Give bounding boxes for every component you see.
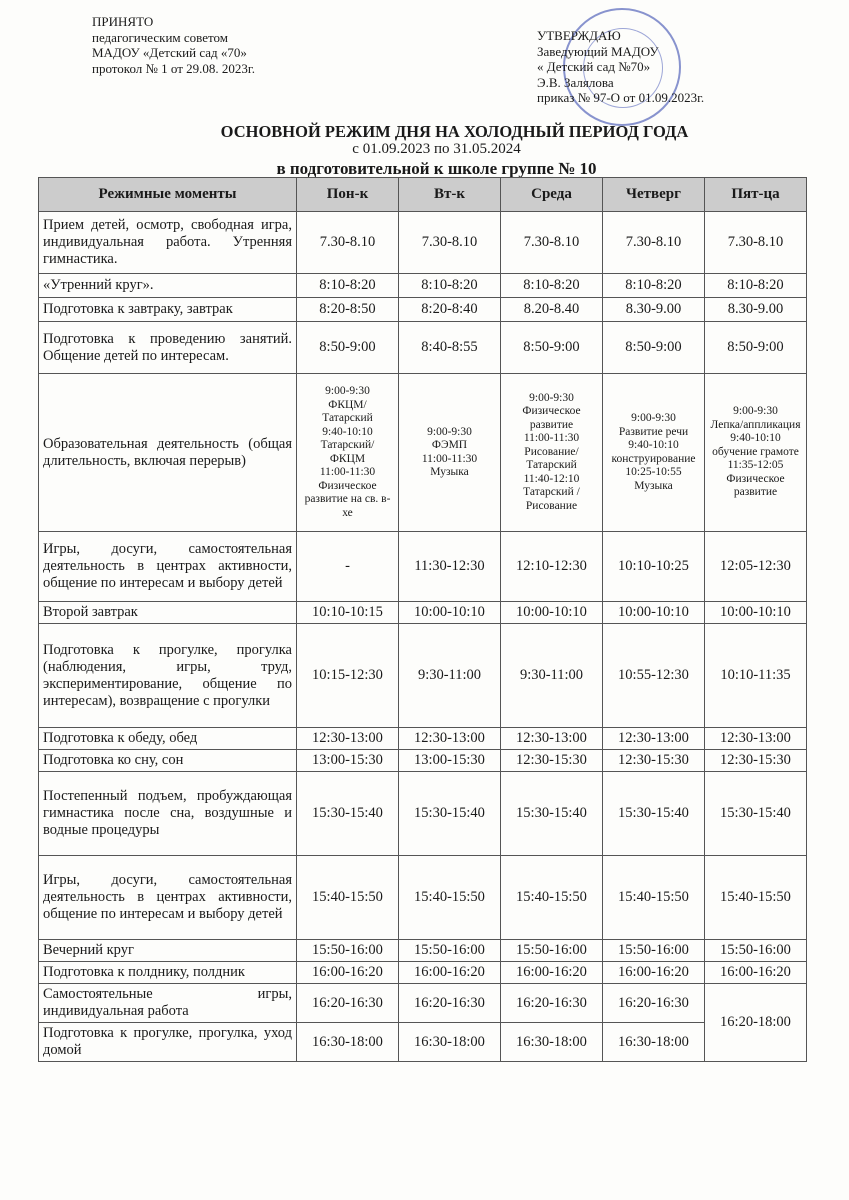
time-cell: 15:30-15:40 xyxy=(705,772,807,856)
approval-block-right xyxy=(537,28,704,106)
time-cell: 16:20-16:30 xyxy=(501,984,603,1023)
time-cell: 8.30-9.00 xyxy=(603,298,705,322)
time-cell: 16:20-16:30 xyxy=(297,984,399,1023)
activity-name: Второй завтрак xyxy=(39,602,297,624)
time-cell: 16:20-16:30 xyxy=(399,984,501,1023)
time-cell: 15:50-16:00 xyxy=(297,940,399,962)
time-cell: 12:30-13:00 xyxy=(297,728,399,750)
time-cell: 16:30-18:00 xyxy=(501,1023,603,1062)
time-cell: 15:30-15:40 xyxy=(501,772,603,856)
time-cell: 9:30-11:00 xyxy=(501,624,603,728)
column-header: Пят-ца xyxy=(705,178,807,212)
time-cell: 15:40-15:50 xyxy=(705,856,807,940)
table-row xyxy=(39,532,807,602)
time-cell: 13:00-15:30 xyxy=(297,750,399,772)
time-cell: 10:00-10:10 xyxy=(705,602,807,624)
time-cell: 10:00-10:10 xyxy=(399,602,501,624)
time-cell: 7.30-8.10 xyxy=(501,212,603,274)
column-header: Режимные моменты xyxy=(39,178,297,212)
time-cell: 10:00-10:10 xyxy=(603,602,705,624)
time-cell: 16:00-16:20 xyxy=(501,962,603,984)
time-cell: 12:30-13:00 xyxy=(705,728,807,750)
activity-name: Самостоятельные игры, индивидуальная работа xyxy=(39,984,297,1023)
header-right-line: « Детский сад №70» xyxy=(537,59,651,74)
time-cell: 8.20-8.40 xyxy=(501,298,603,322)
time-cell: 8:10-8:20 xyxy=(603,274,705,298)
header-right-line: приказ № 97-О от 01.09.2023г. xyxy=(537,90,705,105)
table-header-row xyxy=(39,178,807,212)
table-row xyxy=(39,984,807,1023)
time-cell-merged: 16:20-18:00 xyxy=(705,984,807,1062)
header-left-line: протокол № 1 от 29.08. 2023г. xyxy=(92,60,256,76)
activity-name: Игры, досуги, самостоятельная деятельность в центрах активности, общение по интересам и выбору детей xyxy=(39,532,297,602)
time-cell: 15:40-15:50 xyxy=(297,856,399,940)
time-cell: 13:00-15:30 xyxy=(399,750,501,772)
time-cell: 15:50-16:00 xyxy=(399,940,501,962)
time-cell: 16:30-18:00 xyxy=(603,1023,705,1062)
time-cell: 8:10-8:20 xyxy=(501,274,603,298)
table-row xyxy=(39,212,807,274)
schedule-table xyxy=(38,177,807,1062)
time-cell: 10:55-12:30 xyxy=(603,624,705,728)
time-cell: 15:30-15:40 xyxy=(399,772,501,856)
time-cell: 8:50-9:00 xyxy=(705,322,807,374)
approval-block-left xyxy=(92,14,255,76)
header-right-line: Заведующий МАДОУ xyxy=(537,43,659,59)
time-cell: 12:10-12:30 xyxy=(501,532,603,602)
time-cell: 16:00-16:20 xyxy=(603,962,705,984)
group-title: в подготовительной к школе группе № 10 xyxy=(276,159,597,178)
table-row xyxy=(39,940,807,962)
time-cell: 15:30-15:40 xyxy=(603,772,705,856)
time-cell: 15:40-15:50 xyxy=(603,856,705,940)
table-row xyxy=(39,962,807,984)
time-cell: 15:50-16:00 xyxy=(603,940,705,962)
header-left-line: ПРИНЯТО xyxy=(92,14,154,29)
time-cell: 8.30-9.00 xyxy=(705,298,807,322)
time-cell: 10:10-11:35 xyxy=(705,624,807,728)
time-cell: 16:00-16:20 xyxy=(399,962,501,984)
header-left-line: МАДОУ «Детский сад «70» xyxy=(92,45,247,60)
time-cell: 8:10-8:20 xyxy=(297,274,399,298)
column-header: Вт-к xyxy=(399,178,501,212)
activity-name: Подготовка к завтраку, завтрак xyxy=(39,298,297,322)
time-cell: 12:30-13:00 xyxy=(603,728,705,750)
table-row xyxy=(39,602,807,624)
time-cell: 15:30-15:40 xyxy=(297,772,399,856)
table-row xyxy=(39,374,807,532)
table-row xyxy=(39,274,807,298)
time-cell: 12:30-15:30 xyxy=(603,750,705,772)
time-cell: - xyxy=(297,532,399,602)
time-cell: 15:40-15:50 xyxy=(501,856,603,940)
table-row xyxy=(39,772,807,856)
activity-name: Подготовка к прогулке, прогулка (наблюдения, игры, труд, экспериментирование, общение по интересам), возвращение с прогулки xyxy=(39,624,297,728)
time-cell: 7.30-8.10 xyxy=(297,212,399,274)
time-cell: 7.30-8.10 xyxy=(399,212,501,274)
activity-name: Подготовка к обеду, обед xyxy=(39,728,297,750)
column-header: Четверг xyxy=(603,178,705,212)
table-row xyxy=(39,728,807,750)
activity-name: Постепенный подъем, пробуждающая гимнастика после сна, воздушные и водные процедуры xyxy=(39,772,297,856)
activity-name: Образовательная деятельность (общая длительность, включая перерыв) xyxy=(39,374,297,532)
time-cell: 16:30-18:00 xyxy=(399,1023,501,1062)
header-left-line: педагогическим советом xyxy=(92,29,228,45)
time-cell: 10:10-10:15 xyxy=(297,602,399,624)
time-cell: 10:00-10:10 xyxy=(501,602,603,624)
time-cell: 16:00-16:20 xyxy=(705,962,807,984)
time-cell: 9:00-9:30 ФЭМП 11:00-11:30 Музыка xyxy=(399,374,501,532)
time-cell: 9:00-9:30 Лепка/аппликация 9:40-10:10 обучение грамоте 11:35-12:05 Физическое развитие xyxy=(705,374,807,532)
activity-name: Вечерний круг xyxy=(39,940,297,962)
table-row xyxy=(39,298,807,322)
activity-name: Подготовка к прогулке, прогулка, уход домой xyxy=(39,1023,297,1062)
time-cell: 12:30-13:00 xyxy=(399,728,501,750)
document-title: ОСНОВНОЙ РЕЖИМ ДНЯ НА ХОЛОДНЫЙ ПЕРИОД ГОДА xyxy=(220,122,689,141)
time-cell: 9:00-9:30 Развитие речи 9:40-10:10 конструирование 10:25-10:55 Музыка xyxy=(603,374,705,532)
activity-name: Подготовка ко сну, сон xyxy=(39,750,297,772)
time-cell: 7.30-8.10 xyxy=(603,212,705,274)
column-header: Пон-к xyxy=(297,178,399,212)
time-cell: 9:00-9:30 ФКЦМ/ Татарский 9:40-10:10 Татарский/ ФКЦМ 11:00-11:30 Физическое развитие на св. в-хе xyxy=(297,374,399,532)
activity-name: Подготовка к полднику, полдник xyxy=(39,962,297,984)
time-cell: 11:30-12:30 xyxy=(399,532,501,602)
period-subtitle: с 01.09.2023 по 31.05.2024 xyxy=(352,141,521,157)
time-cell: 8:20-8:40 xyxy=(399,298,501,322)
activity-name: Подготовка к проведению занятий. Общение детей по интересам. xyxy=(39,322,297,374)
time-cell: 9:30-11:00 xyxy=(399,624,501,728)
time-cell: 16:00-16:20 xyxy=(297,962,399,984)
time-cell: 8:10-8:20 xyxy=(399,274,501,298)
time-cell: 15:50-16:00 xyxy=(501,940,603,962)
time-cell: 8:50-9:00 xyxy=(501,322,603,374)
time-cell: 12:30-15:30 xyxy=(501,750,603,772)
column-header: Среда xyxy=(501,178,603,212)
time-cell: 8:40-8:55 xyxy=(399,322,501,374)
time-cell: 16:30-18:00 xyxy=(297,1023,399,1062)
time-cell: 8:10-8:20 xyxy=(705,274,807,298)
header-right-line: Э.В. Залялова xyxy=(537,74,614,90)
time-cell: 12:05-12:30 xyxy=(705,532,807,602)
time-cell: 8:50-9:00 xyxy=(603,322,705,374)
time-cell: 12:30-15:30 xyxy=(705,750,807,772)
time-cell: 15:50-16:00 xyxy=(705,940,807,962)
time-cell: 8:50-9:00 xyxy=(297,322,399,374)
time-cell: 16:20-16:30 xyxy=(603,984,705,1023)
time-cell: 8:20-8:50 xyxy=(297,298,399,322)
activity-name: «Утренний круг». xyxy=(39,274,297,298)
activity-name: Игры, досуги, самостоятельная деятельность в центрах активности, общение по интересам и выбору детей xyxy=(39,856,297,940)
header-right-line: УТВЕРЖДАЮ xyxy=(537,28,621,43)
activity-name: Прием детей, осмотр, свободная игра, индивидуальная работа. Утренняя гимнастика. xyxy=(39,212,297,274)
time-cell: 12:30-13:00 xyxy=(501,728,603,750)
time-cell: 7.30-8.10 xyxy=(705,212,807,274)
time-cell: 15:40-15:50 xyxy=(399,856,501,940)
time-cell: 9:00-9:30 Физическое развитие 11:00-11:30 Рисование/ Татарский 11:40-12:10 Татарский / Рисование xyxy=(501,374,603,532)
time-cell: 10:10-10:25 xyxy=(603,532,705,602)
table-row xyxy=(39,750,807,772)
table-row xyxy=(39,1023,807,1062)
table-row xyxy=(39,624,807,728)
time-cell: 10:15-12:30 xyxy=(297,624,399,728)
table-row xyxy=(39,322,807,374)
table-row xyxy=(39,856,807,940)
